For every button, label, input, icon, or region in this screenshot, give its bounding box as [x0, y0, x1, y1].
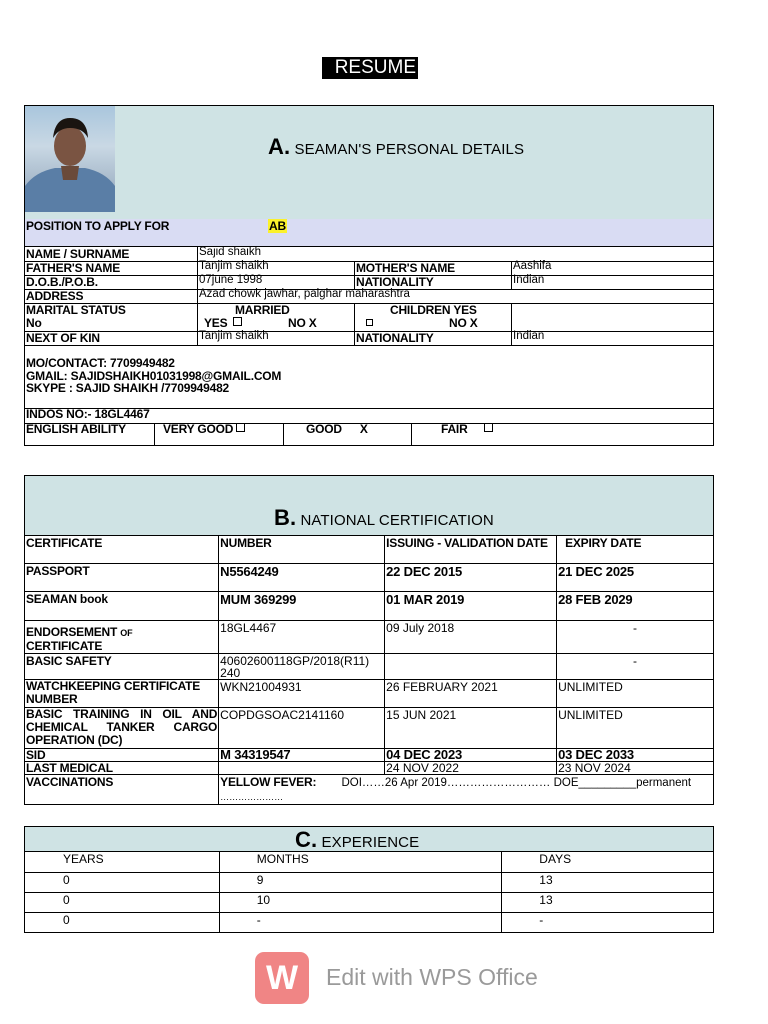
contact-mobile: MO/CONTACT: 7709949482: [26, 356, 175, 370]
cert-issuing: 01 MAR 2019: [385, 592, 557, 621]
vaccinations-label: VACCINATIONS: [25, 775, 219, 805]
section-a-header: [24, 105, 714, 220]
cert-number: MUM 369299: [219, 592, 385, 621]
marital-value: No: [26, 316, 42, 330]
wps-logo-glyph: W: [265, 959, 299, 997]
table-row: [25, 621, 714, 654]
exp-years: 0: [25, 913, 220, 933]
very-good-checkbox: [236, 423, 245, 432]
cert-number: 18GL4467: [219, 621, 385, 654]
mother-value: Aashifa: [513, 260, 552, 272]
header-number: NUMBER: [219, 536, 385, 564]
section-c-letter: C.: [295, 827, 318, 852]
cert-number: [219, 762, 385, 775]
exp-days: -: [502, 913, 714, 933]
cert-name: LAST MEDICAL: [25, 762, 219, 775]
exp-days: 13: [502, 873, 714, 893]
cert-issuing: [385, 654, 557, 680]
header-years: YEARS: [25, 852, 220, 873]
cert-name: WATCHKEEPING CERTIFICATE NUMBER: [25, 680, 219, 708]
contact-gmail: GMAIL: SAJIDSHAIKH01031998@GMAIL.COM: [26, 369, 282, 383]
section-a-title: [268, 134, 524, 160]
exp-years: 0: [25, 873, 220, 893]
cert-expiry: -: [557, 654, 714, 680]
table-row: [25, 654, 714, 680]
header-days: DAYS: [502, 852, 714, 873]
table-row: [25, 564, 714, 592]
table-row: [25, 762, 714, 775]
certification-table: [24, 535, 714, 805]
married-label: MARRIED: [235, 303, 290, 317]
cert-expiry: UNLIMITED: [557, 708, 714, 749]
experience-header-row: [25, 852, 714, 873]
english-label: ENGLISH ABILITY: [26, 422, 126, 436]
vaccinations-dots: …………………: [220, 792, 284, 802]
table-header-row: [25, 536, 714, 564]
good-mark: X: [359, 422, 368, 436]
wps-logo[interactable]: [255, 952, 309, 1004]
cert-number: COPDGSOAC2141160: [219, 708, 385, 749]
cert-issuing: 24 NOV 2022: [385, 762, 557, 775]
english-good: GOOD X: [306, 422, 368, 436]
vaccinations-type: YELLOW FEVER:: [220, 775, 317, 789]
table-row: [25, 680, 714, 708]
cert-name: PASSPORT: [25, 564, 219, 592]
married-no: NO X: [288, 316, 317, 330]
mother-label: MOTHER'S NAME: [356, 261, 455, 275]
profile-photo: [25, 106, 115, 212]
section-c-title-text: EXPERIENCE: [321, 834, 420, 851]
section-b-title: [274, 505, 494, 531]
father-label: FATHER'S NAME: [26, 261, 121, 275]
exp-years: 0: [25, 893, 220, 913]
edit-with-wps-link[interactable]: Edit with WPS Office: [326, 964, 538, 990]
contact-skype: SKYPE : SAJID SHAIKH /7709949482: [26, 381, 230, 395]
table-row: [25, 592, 714, 621]
english-fair: FAIR: [441, 422, 493, 436]
name-value: Sajid shaikh: [199, 246, 262, 258]
children-no: NO X: [449, 316, 478, 330]
cert-name: ENDORSEMENT OF CERTIFICATE: [25, 621, 219, 654]
cert-name: BASIC TRAINING IN OIL AND CHEMICAL TANKER CARGO OPERATION (DC): [26, 707, 218, 747]
indos-number: INDOS NO:- 18GL4467: [26, 407, 150, 421]
cert-issuing: 15 JUN 2021: [385, 708, 557, 749]
dob-label: D.O.B./P.O.B.: [26, 275, 98, 289]
married-yes: YES: [204, 316, 242, 330]
table-row: [25, 873, 714, 893]
cert-issuing: 04 DEC 2023: [385, 749, 557, 762]
cert-expiry: UNLIMITED: [557, 680, 714, 708]
vaccinations-detail: [219, 775, 714, 805]
father-value: Tanjim shaikh: [199, 260, 269, 272]
section-a-letter: A.: [268, 134, 291, 159]
kin-label: NEXT OF KIN: [26, 331, 100, 345]
address-label: ADDRESS: [26, 289, 84, 303]
kin-value: Tanjim shaikh: [199, 330, 269, 342]
header-months: MONTHS: [219, 852, 502, 873]
table-row-vaccinations: [25, 775, 714, 805]
cert-expiry: 23 NOV 2024: [557, 762, 714, 775]
cert-number: WKN21004931: [219, 680, 385, 708]
cert-issuing: 26 FEBRUARY 2021: [385, 680, 557, 708]
cert-issuing: 22 DEC 2015: [385, 564, 557, 592]
header-certificate: CERTIFICATE: [25, 536, 219, 564]
cert-expiry: 21 DEC 2025: [557, 564, 714, 592]
cert-number: M 34319547: [219, 749, 385, 762]
cert-name: SEAMAN book: [25, 592, 219, 621]
resume-title: RESUME: [322, 57, 418, 79]
table-row: [25, 913, 714, 933]
cert-expiry: 03 DEC 2033: [557, 749, 714, 762]
children-yes-checkbox: [366, 319, 373, 326]
cert-name: SID: [25, 749, 219, 762]
table-row: [25, 893, 714, 913]
cert-number: N5564249: [219, 564, 385, 592]
marital-label: MARITAL STATUS: [26, 303, 126, 317]
cert-number: 40602600118GP/2018(R11) 240: [219, 654, 385, 680]
section-b-title-text: NATIONAL CERTIFICATION: [300, 512, 494, 529]
section-c-title: [295, 827, 419, 853]
kin-nationality-label: NATIONALITY: [356, 331, 434, 345]
exp-months: 9: [219, 873, 502, 893]
header-issuing: ISSUING - VALIDATION DATE: [385, 536, 557, 564]
table-row: [25, 708, 714, 749]
married-yes-checkbox: [233, 317, 242, 326]
cert-name: BASIC SAFETY: [25, 654, 219, 680]
vaccinations-doi: DOI……26 Apr 2019……………………… DOE_________permanent: [341, 777, 692, 789]
position-label: POSITION TO APPLY FOR: [26, 219, 170, 233]
exp-months: 10: [219, 893, 502, 913]
nationality-label: NATIONALITY: [356, 275, 434, 289]
fair-checkbox: [484, 423, 493, 432]
header-expiry: EXPIRY DATE: [557, 536, 714, 564]
exp-months: -: [219, 913, 502, 933]
exp-days: 13: [502, 893, 714, 913]
kin-nationality-value: Indian: [513, 330, 545, 342]
cert-expiry: 28 FEB 2029: [557, 592, 714, 621]
experience-table: [24, 851, 714, 933]
position-value: AB: [269, 219, 286, 233]
english-very-good: VERY GOOD: [163, 422, 245, 436]
section-a-title-text: SEAMAN'S PERSONAL DETAILS: [294, 141, 525, 158]
name-label: NAME / SURNAME: [26, 247, 130, 261]
table-row: [25, 749, 714, 762]
children-label: CHILDREN YES: [390, 303, 477, 317]
section-b-letter: B.: [274, 505, 297, 530]
dob-value: 07june 1998: [199, 274, 263, 286]
cert-issuing: 09 July 2018: [385, 621, 557, 654]
address-value: Azad chowk jawhar, palghar maharashtra: [199, 288, 410, 300]
cert-expiry: -: [557, 621, 714, 654]
nationality-value: Indian: [513, 274, 545, 286]
